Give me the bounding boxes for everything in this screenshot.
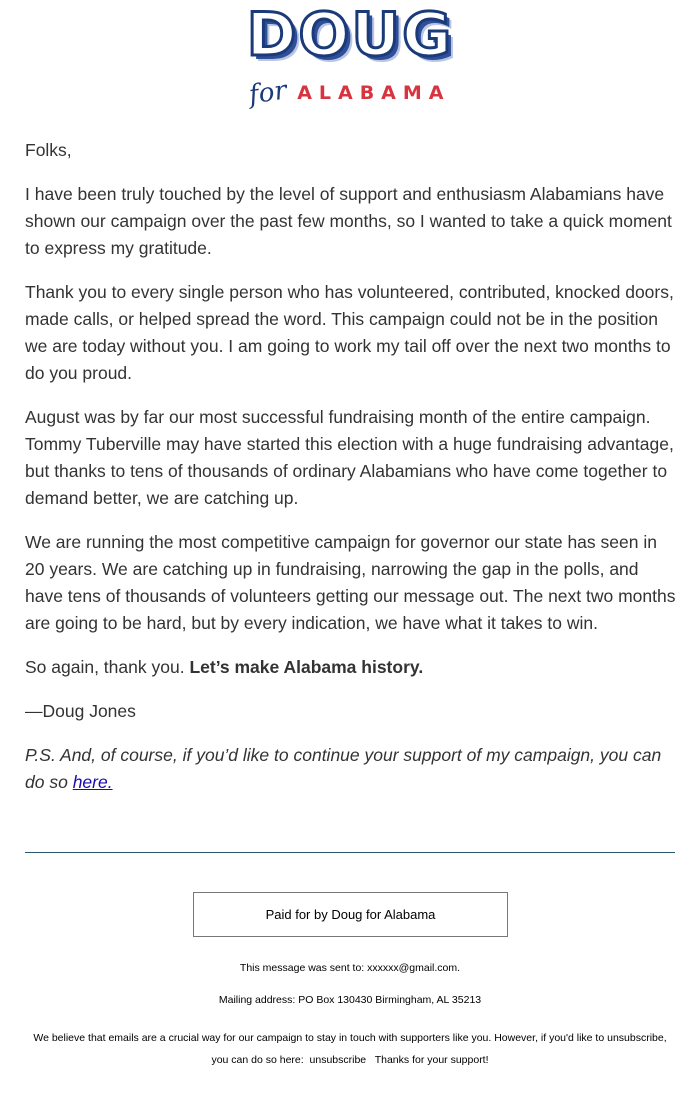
footer-thanks: Thanks for your support!	[374, 1054, 489, 1066]
postscript	[25, 742, 677, 796]
unsubscribe-text: We believe that emails are a crucial way for our campaign to stay in touch with supporters like you. However, if you'd like to unsubscribe, you can do so here:	[33, 1032, 667, 1066]
greeting: Folks,	[25, 140, 72, 160]
postscript-text: P.S. And, of course, if you’d like to continue your support of my campaign, you can do so	[25, 745, 662, 792]
sent-to-line: This message was sent to: xxxxxx@gmail.com.	[239, 962, 461, 974]
divider	[25, 852, 675, 853]
logo-subtitle	[0, 75, 700, 111]
thanks-plain: So again, thank you.	[25, 657, 185, 677]
donate-link[interactable]: here.	[72, 772, 113, 792]
letter-body	[25, 137, 677, 813]
thanks-paragraph	[25, 654, 677, 681]
unsubscribe-link[interactable]: unsubscribe	[309, 1054, 367, 1066]
logo-name: DOUG	[246, 0, 454, 70]
paragraph-4: We are running the most competitive campaign for governor our state has seen in 20 years. We are catching up in fundraising, narrowing the gap in the polls, and have tens of thousands of volunteers getting our message out. The next two months are going to be hard, but by every indication, we have what it takes to win.	[25, 532, 676, 633]
paragraph-2: Thank you to every single person who has volunteered, contributed, knocked doors, made calls, or helped spread the word. This campaign could not be in the position we are today without you. I am going to work my tail off over the next two months to do you proud.	[25, 282, 674, 383]
thanks-bold: Let’s make Alabama history.	[189, 657, 424, 677]
unsubscribe-notice	[0, 1027, 700, 1071]
paragraph-1: I have been truly touched by the level of support and enthusiasm Alabamians have shown our campaign over the past few months, so I wanted to take a quick moment to express my gratitude.	[25, 184, 672, 258]
paid-for-text: Paid for by Doug for Alabama	[265, 907, 436, 922]
signature: —Doug Jones	[25, 701, 136, 721]
mailing-address: Mailing address: PO Box 130430 Birmingham, AL 35213	[218, 994, 482, 1006]
paid-for-box	[193, 892, 508, 937]
campaign-logo	[0, 0, 700, 125]
logo-state: ALABAMA	[297, 82, 451, 104]
paragraph-3: August was by far our most successful fundraising month of the entire campaign. Tommy Tuberville may have started this election with a huge fundraising advantage, but thanks to tens of thousands of ordinary Alabamians who have come together to demand better, we are catching up.	[25, 407, 674, 508]
logo-for: for	[247, 75, 290, 111]
